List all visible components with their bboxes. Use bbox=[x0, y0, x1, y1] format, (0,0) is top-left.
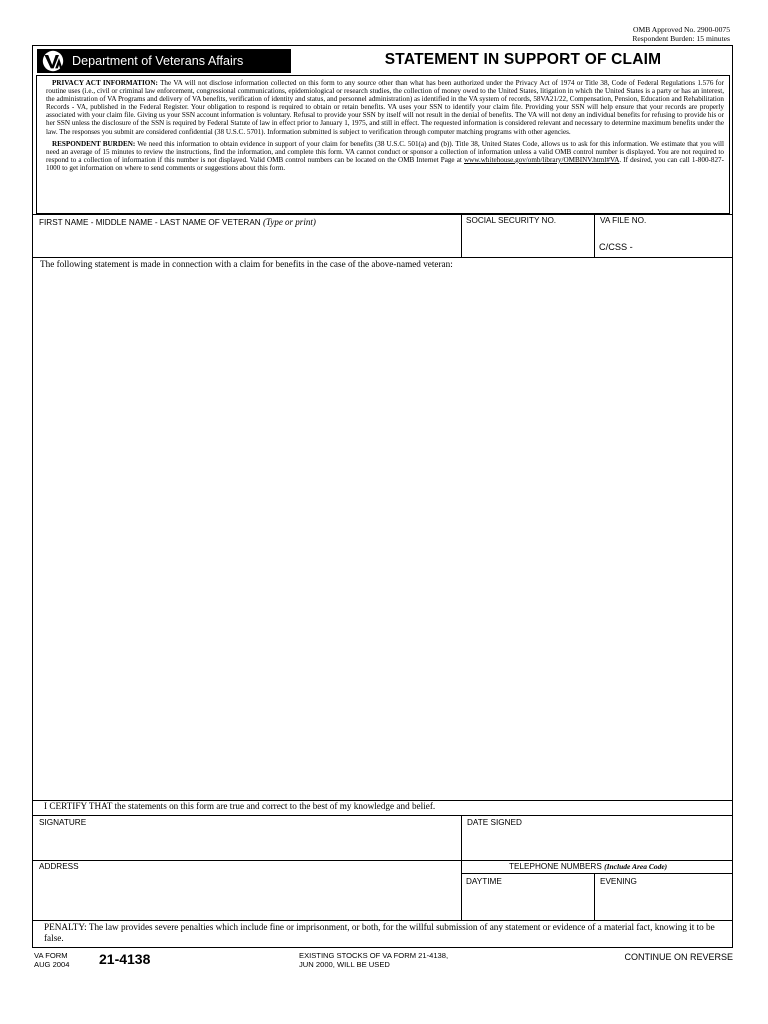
statement-text-area[interactable] bbox=[33, 267, 732, 800]
form-date: AUG 2004 bbox=[34, 959, 70, 969]
divider bbox=[594, 873, 595, 920]
privacy-act-notice bbox=[46, 79, 724, 136]
existing-stocks-note bbox=[299, 952, 448, 969]
date-signed-label: DATE SIGNED bbox=[467, 818, 522, 827]
divider bbox=[33, 257, 732, 258]
veteran-name-hint: (Type or print) bbox=[262, 217, 316, 227]
divider bbox=[33, 214, 732, 215]
existing-stocks-line-1: EXISTING STOCKS OF VA FORM 21-4138, bbox=[299, 951, 449, 960]
address-label: ADDRESS bbox=[39, 862, 79, 871]
privacy-act-text: The VA will not disclose information collected on this form to any source other than what has been authorized under the Privacy Act of 1974 or Title 38, Code of Federal Regulations 1.576 for routine uses (i.e., civil or criminal law enforcement, congressional communications, epidemiological or research studies, the collection of money owed to the United States, litigation in which the United States is a party or has an interest, the administration of VA Programs and delivery of VA benefits, verification of identity and status, and personnel administration) as identified in the VA system of records, 58VA21/22, Compensation, Pension, Education and Rehabilitation Records - VA, published in the Federal Register. Your obligation to respond is required to obtain or retain benefits. VA uses your SSN to identify your claim file. Providing your SSN will help ensure that your records are properly associated with your claim file. Giving us your SSN account information is voluntary. Refusal to provide your SSN by itself will not result in the denial of benefits. The VA will not deny an individual benefits for refusing to provide his or her SSN unless the disclosure of the SSN is required by Federal Statute of law in effect prior to January 1, 1975, and still in effect. The requested information is considered relevant and necessary to determine maximum benefits under the law. The responses you submit are considered confidential (38 U.S.C. 5701). Information submitted is subject to verification through computer matching programs with other agencies. bbox=[46, 79, 725, 136]
ssn-label: SOCIAL SECURITY NO. bbox=[466, 216, 557, 225]
form-header bbox=[33, 46, 732, 75]
respondent-burden-time: Respondent Burden: 15 minutes bbox=[632, 34, 730, 43]
daytime-phone-label: DAYTIME bbox=[466, 877, 502, 886]
notices-box bbox=[36, 75, 730, 214]
divider bbox=[461, 873, 732, 874]
divider bbox=[594, 214, 595, 257]
form-label: VA FORM bbox=[34, 951, 68, 960]
omb-link[interactable]: www.whitehouse.gov/omb/library/OMBINV.html#VA bbox=[463, 155, 620, 164]
divider bbox=[461, 214, 462, 257]
evening-phone-label: EVENING bbox=[600, 877, 637, 886]
department-name: Department of Veterans Affairs bbox=[72, 54, 244, 68]
continue-on-reverse: CONTINUE ON REVERSE bbox=[624, 952, 733, 962]
veteran-name-label-text: FIRST NAME - MIDDLE NAME - LAST NAME OF VETERAN bbox=[39, 218, 261, 227]
ccss-label: C/CSS - bbox=[599, 242, 633, 252]
signature-label: SIGNATURE bbox=[39, 818, 87, 827]
omb-approved-number: OMB Approved No. 2900-0075 bbox=[632, 25, 730, 34]
va-logo bbox=[37, 49, 291, 73]
va-seal-icon bbox=[40, 50, 66, 72]
privacy-act-heading: PRIVACY ACT INFORMATION: bbox=[52, 79, 158, 87]
va-file-label: VA FILE NO. bbox=[600, 216, 647, 225]
veteran-name-label bbox=[39, 217, 316, 227]
telephone-numbers-label bbox=[509, 862, 667, 871]
certification-statement: I CERTIFY THAT the statements on this form are true and correct to the best of my knowledge and belief. bbox=[44, 801, 436, 811]
divider bbox=[33, 860, 732, 861]
statement-intro: The following statement is made in connection with a claim for benefits in the case of the above-named veteran: bbox=[40, 259, 453, 269]
respondent-burden-heading: RESPONDENT BURDEN: bbox=[52, 139, 136, 148]
form-id-block bbox=[34, 952, 69, 969]
form-frame bbox=[32, 45, 733, 948]
telephone-hint: (Include Area Code) bbox=[604, 862, 668, 871]
respondent-burden-notice bbox=[46, 140, 724, 172]
respondent-burden-text: We need this information to obtain evidence in support of your claim for benefits (38 U.S.C. 501(a) and (b)). Title 38, United States Code, allows us to ask for this information. We estimate that you will need an average of 15 minutes to review the instructions, find the information, and complete this form. VA cannot conduct or sponsor a collection of information unless a valid OMB control number is displayed. You are not required to respond to a collection of information if this number is not displayed. Valid OMB control numbers can be located on the OMB Internet Page at bbox=[46, 139, 725, 164]
form-number: 21-4138 bbox=[99, 951, 151, 967]
telephone-label-text: TELEPHONE NUMBERS bbox=[509, 862, 602, 871]
respondent-burden-text-end: . If desired, you can call 1-800-827-1000 to get information on where to send comments or suggestions about this form. bbox=[46, 155, 724, 172]
existing-stocks-line-2: JUN 2000, WILL BE USED bbox=[299, 959, 390, 969]
form-title: STATEMENT IN SUPPORT OF CLAIM bbox=[384, 51, 662, 68]
divider bbox=[33, 815, 732, 816]
divider bbox=[33, 920, 732, 921]
penalty-statement: PENALTY: The law provides severe penalties which include fine or imprisonment, or both, for the willful submission of any statement or evidence of a material fact, knowing it to be false. bbox=[44, 922, 715, 943]
omb-info bbox=[530, 25, 730, 43]
divider bbox=[461, 815, 462, 920]
